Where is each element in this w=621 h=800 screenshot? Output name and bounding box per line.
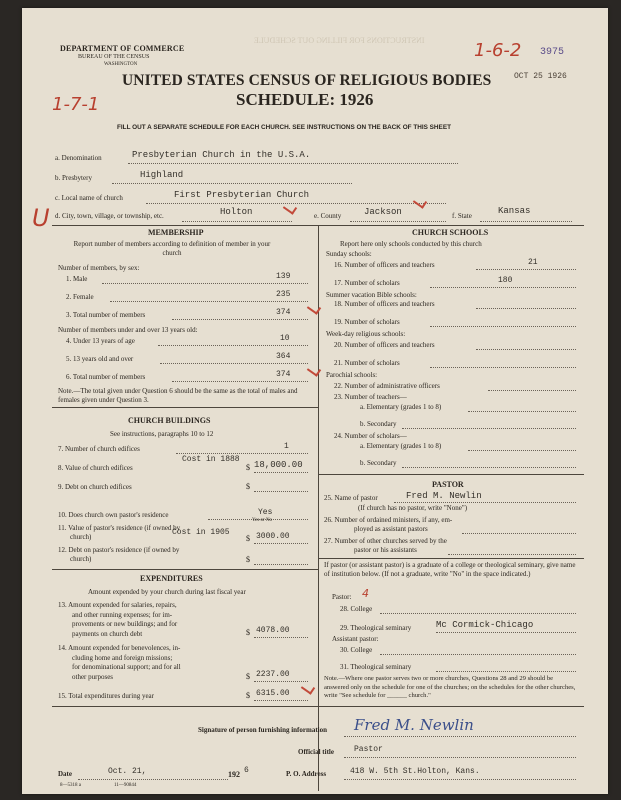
graduate-note: If pastor (or assistant pastor) is a graduate of a college or theological seminary, give name of institution below. (If not a graduate, write "No" in the space indicated.) [324, 561, 576, 578]
local-name-label: c. Local name of church [55, 194, 123, 202]
official-title-value: Pastor [354, 745, 383, 754]
assistant-pastor-label: Assistant pastor: [332, 635, 379, 643]
presbytery-label: b. Presbytery [55, 174, 92, 182]
q27-text: 27. Number of other churches served by the pastor or his assistants [324, 537, 447, 554]
q2-value: 235 [276, 290, 291, 299]
q24b-label: b. Secondary [360, 459, 397, 467]
q16-value: 21 [528, 258, 538, 267]
q7-label: 7. Number of church edifices [58, 445, 140, 453]
denomination-value: Presbyterian Church in the U.S.A. [132, 150, 311, 160]
check-mark [301, 681, 315, 694]
city-field-label: d. City, town, village, or township, etc. [55, 212, 164, 220]
q25-hint: (If church has no pastor, write "None") [358, 504, 468, 512]
q6-label: 6. Total number of members [66, 373, 146, 381]
city-label: WASHINGTON [104, 62, 138, 67]
date-label: Date [58, 770, 72, 778]
expenditures-heading: EXPENDITURES [140, 574, 203, 583]
q13-value: 4078.00 [256, 626, 290, 635]
local-name-value: First Presbyterian Church [174, 190, 310, 200]
q24a-label: a. Elementary (grades 1 to 8) [360, 442, 442, 450]
buildings-sub: See instructions, paragraphs 10 to 12 [110, 430, 214, 438]
check-mark [307, 363, 321, 376]
membership-note: Note.—The total given under Question 6 should be the same as the total of males and females given under Question 3. [58, 387, 298, 404]
pastor-name-value: Fred M. Newlin [406, 491, 482, 501]
address-label: P. O. Address [286, 770, 327, 778]
schedule-title: SCHEDULE: 1926 [236, 90, 374, 109]
q2-label: 2. Female [66, 293, 94, 301]
county-value: Jackson [364, 207, 402, 217]
q19-label: 19. Number of scholars [334, 318, 400, 326]
q28-label: 28. College [340, 605, 373, 613]
q11-label-cont: church) [70, 533, 92, 541]
instructions-line: FILL OUT A SEPARATE SCHEDULE FOR EACH CHURCH. SEE INSTRUCTIONS ON THE BACK OF THIS SHEET [117, 124, 451, 131]
form-number: 8—5318 a [60, 783, 81, 788]
expenditures-sub: Amount expended by your church during last fiscal year [88, 588, 246, 596]
year-prefix: 192 [228, 770, 240, 779]
q8-cost-note: Cost in 1888 [182, 455, 240, 464]
received-date-stamp: OCT 25 1926 [514, 72, 567, 81]
q11-cost-note: Cost in 1905 [172, 528, 230, 537]
q4-label: 4. Under 13 years of age [66, 337, 135, 345]
official-title-label: Official title [298, 748, 334, 756]
department-label: DEPARTMENT OF COMMERCE [60, 44, 185, 53]
q5-label: 5. 13 years old and over [66, 355, 134, 363]
bleed-through-text: INSTRUCTIONS FOR FILLING OUT SCHEDULE [254, 36, 425, 45]
form-title: UNITED STATES CENSUS OF RELIGIOUS BODIES [122, 72, 492, 89]
q8-value: 18,000.00 [254, 460, 303, 470]
presbytery-value: Highland [140, 170, 184, 180]
census-schedule-document: INSTRUCTIONS FOR FILLING OUT SCHEDULE DEPARTMENT OF COMMERCE BUREAU OF THE CENSUS WASHINGTON 1-6-2 3975 OCT 25 1926 UNITED STATES CENSUS OF RELIGIOUS BODIES SCHEDULE: 1926 1-7-1 FILL OUT A SEPARATE SCHEDULE FOR EACH CHURCH. SEE INSTRUCTIONS ON THE BACK OF THIS SHEET a. Denomination Presbyterian Church in the U.S.A. b. Presbytery Highland c. Local name of church First Presbyterian Church d. City, town, village, or township, etc. Holton e. County Jackson f. State Kansas U MEMBERSHIP Report number of members according to definition of member in your church Number of members, by sex: 1. Male 139 2. Female 235 3. Total number of members 374 Number of members under and over 13 years old: 4. Under 13 years of age 10 5. 13 years old and over 364 6. Total number of members 374 Note.—The total given under Question 6 should be the same as the total of males and females given under Question 3. CHURCH BUILDINGS See instructions, paragraphs 10 to 12 7. Number of church edifices 1 Cost in 1888 8. Value of church edifices $ 18,000.00 9. Debt on church edifices $ 10. Does church own pastor's residence Yes Yes or No 11. Value of pastor's residence (if owned by Cost in 1905 church) $ 3000.00 12. Debt on pastor's residence (if owned by church) $ EXPENDITURES Amount expended by your church during last fiscal year 13. Amount expended for salaries, repairs, and other running expenses; for im- provements or new buildings; and for payments on church debt $ 4078.00 14. Amount expended for benevolences, in- cluding home and foreign missions; for denominational support; and for all other purposes $ 2237.00 15. Total expenditures during year $ 6315.00 CHURCH SCHOOLS Report here only schools conducted by this church Sunday schools: 16. Number of officers and teachers 21 17. Number of scholars 180 Summer vacation Bible schools: 18. Number of officers and teachers 19. Number of scholars Week-day religious schools: 20. Number of officers and teachers 21. Number of scholars Parochial schools: 22. Number of administrative officers 23. Number of teachers— a. Elementary (grades 1 to 8) b. Secondary 24. Number of scholars— a. Elementary (grades 1 to 8) b. Secondary PASTOR 25. Name of pastor Fred M. Newlin (If church has no pastor, write "None") 26. Number of ordained ministers, if any, em- ployed as assistant pastors 27. Number of other churches served by the pastor or his assistants If pastor (or assistant pastor) is a graduate of a college or theological seminary, give name of institution below. (If not a graduate, write "No" in the space indicated.) Pastor: 4 28. College 29. Theological seminary Mc Cormick-Chicago Assistant pastor: 30. College 31. Theological seminary Note.—Where one pastor serves two or more churches, Questions 28 and 29 should be answered only on the schedule for one of the churches; on the schedules for the other churches, write "See schedule for ______ church." Signature of person furnishing information Fred M. Newlin Official title Pastor Date Oct. 21, 192 6 P. O. Address 418 W. 5th St.Holton, Kans. 8—5318 a 11—90844 [22, 8, 608, 794]
q26-text: 26. Number of ordained ministers, if any, em- ployed as assistant pastors [324, 516, 453, 533]
q22-label: 22. Number of administrative officers [334, 382, 440, 390]
q10-label: 10. Does church own pastor's residence [58, 511, 169, 519]
sunday-schools-label: Sunday schools: [326, 250, 372, 258]
q30-label: 30. College [340, 646, 373, 654]
buildings-heading: CHURCH BUILDINGS [128, 416, 211, 425]
state-label: f. State [452, 212, 472, 220]
q13-text: 13. Amount expended for salaries, repairs, and other running expenses; for im- provements or new buildings; and for payments on church debt [58, 601, 178, 638]
county-label: e. County [314, 212, 342, 220]
q9-label: 9. Debt on church edifices [58, 483, 132, 491]
handwritten-code: 1-7-1 [52, 94, 100, 115]
serial-number: 3975 [540, 47, 565, 58]
q14-text: 14. Amount expended for benevolences, in- cluding home and foreign missions; for denominational support; and for all other purposes [58, 644, 181, 681]
q16-label: 16. Number of officers and teachers [334, 261, 435, 269]
denomination-label: a. Denomination [55, 154, 102, 162]
state-value: Kansas [498, 206, 531, 216]
q15-label: 15. Total expenditures during year [58, 692, 154, 700]
q10-hint: Yes or No [252, 518, 273, 523]
bureau-label: BUREAU OF THE CENSUS [78, 54, 150, 60]
membership-intro: Report number of members according to definition of member in your church [73, 240, 271, 257]
q6-value: 374 [276, 370, 291, 379]
check-mark [413, 195, 427, 208]
q31-label: 31. Theological seminary [340, 663, 412, 671]
q21-label: 21. Number of scholars [334, 359, 400, 367]
q5-value: 364 [276, 352, 291, 361]
q17-label: 17. Number of scholars [334, 279, 400, 287]
address-value: 418 W. 5th St.Holton, Kans. [350, 767, 480, 776]
q23a-label: a. Elementary (grades 1 to 8) [360, 403, 442, 411]
q10-value: Yes [258, 508, 273, 517]
membership-heading: MEMBERSHIP [148, 228, 204, 237]
q23b-label: b. Secondary [360, 420, 397, 428]
q14-value: 2237.00 [256, 670, 290, 679]
q20-label: 20. Number of officers and teachers [334, 341, 435, 349]
q4-value: 10 [280, 334, 290, 343]
weekday-schools-label: Week-day religious schools: [326, 330, 406, 338]
age-intro-label: Number of members under and over 13 years old: [58, 326, 198, 334]
q3-label: 3. Total number of members [66, 311, 146, 319]
stamp-number: 1-6-2 [474, 40, 522, 61]
q1-label: 1. Male [66, 275, 88, 283]
members-by-sex-label: Number of members, by sex: [58, 264, 140, 272]
q24-label: 24. Number of scholars— [334, 432, 407, 440]
q7-value: 1 [284, 442, 289, 451]
schools-heading: CHURCH SCHOOLS [412, 228, 489, 237]
q1-value: 139 [276, 272, 291, 281]
q11-label: 11. Value of pastor's residence (if owned by [58, 524, 181, 532]
q17-value: 180 [498, 276, 513, 285]
q23-label: 23. Number of teachers— [334, 393, 407, 401]
q8-label: 8. Value of church edifices [58, 464, 133, 472]
margin-mark: U [32, 204, 50, 232]
schools-intro: Report here only schools conducted by this church [340, 240, 482, 248]
parochial-schools-label: Parochial schools: [326, 371, 378, 379]
check-mark [307, 301, 321, 314]
q25-label: 25. Name of pastor [324, 494, 378, 502]
q18-label: 18. Number of officers and teachers [334, 300, 435, 308]
city-value: Holton [220, 207, 253, 217]
signature: Fred M. Newlin [354, 716, 474, 734]
pastor-mark: 4 [362, 587, 369, 600]
pastor-sub-label: Pastor: [332, 593, 352, 601]
pastor-heading: PASTOR [432, 480, 464, 489]
q11-value: 3000.00 [256, 532, 290, 541]
q15-value: 6315.00 [256, 689, 290, 698]
print-number: 11—90844 [114, 783, 137, 788]
q12-label-cont: church) [70, 555, 92, 563]
q3-value: 374 [276, 308, 291, 317]
q12-label: 12. Debt on pastor's residence (if owned by [58, 546, 180, 554]
q29-label: 29. Theological seminary [340, 624, 412, 632]
year-suffix: 6 [244, 766, 249, 775]
date-value: Oct. 21, [108, 767, 147, 776]
pastor-note: Note.—Where one pastor serves two or more churches, Questions 28 and 29 should be answered only on the schedule for one of the churches; on the schedules for the other churches, write "See schedule for ______ church." [324, 675, 576, 699]
signature-label: Signature of person furnishing information [198, 726, 327, 734]
vacation-schools-label: Summer vacation Bible schools: [326, 291, 417, 299]
seminary-value: Mc Cormick-Chicago [436, 620, 534, 630]
